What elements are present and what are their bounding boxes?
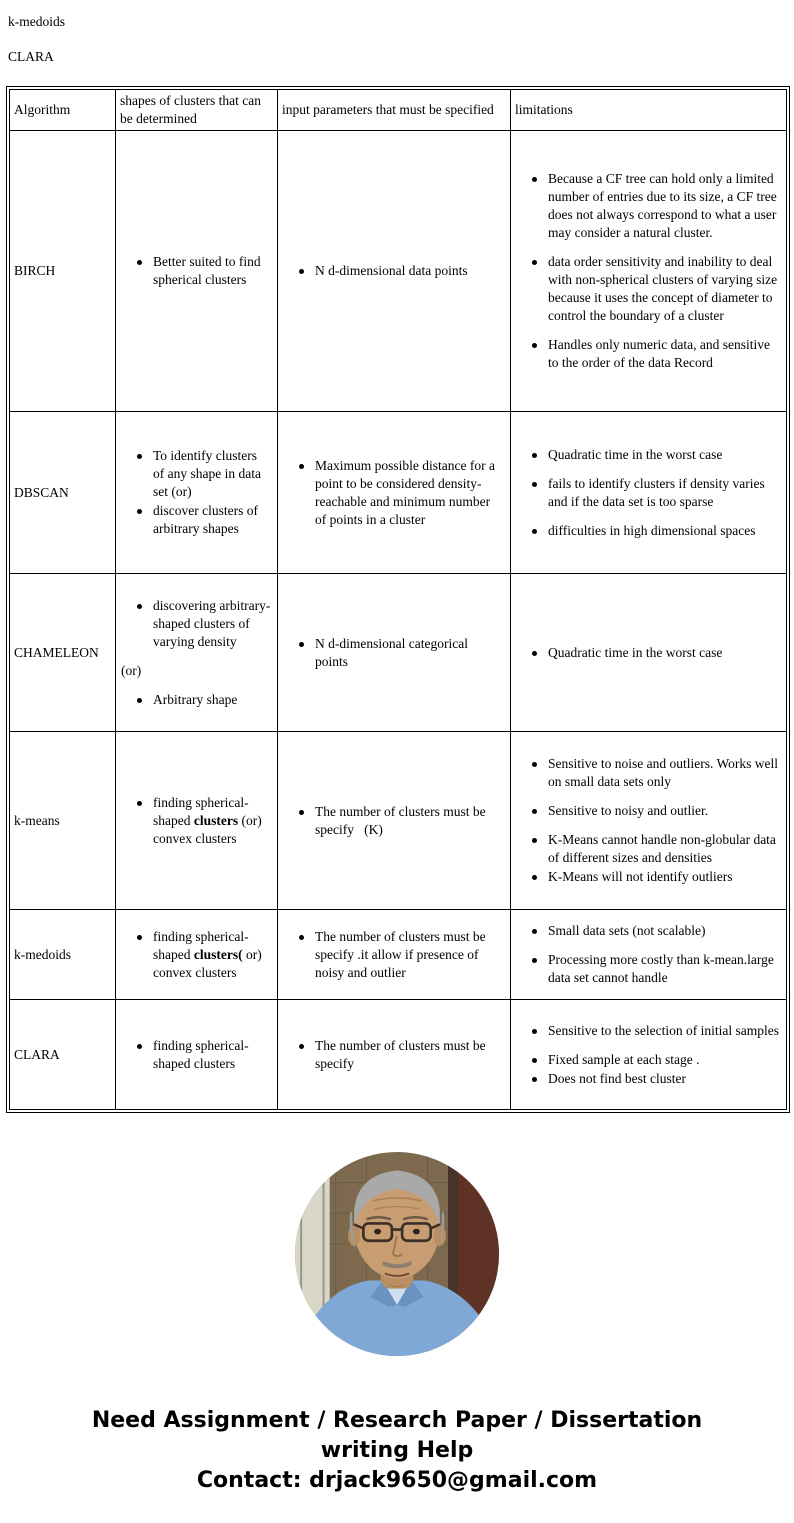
shapes-cell [116, 732, 278, 910]
intro-line-clara: CLARA [8, 49, 54, 64]
item-text: Quadratic time in the worst case [548, 446, 723, 462]
shapes-cell [116, 131, 278, 412]
bullet-icon [532, 922, 548, 940]
item-text: K-Means will not identify outliers [548, 869, 733, 884]
limitations-cell [511, 732, 787, 910]
algorithm-cell: CHAMELEON [10, 574, 116, 732]
item-text: Does not find best cluster [548, 1070, 686, 1086]
item-text: Sensitive to noisy and outlier. [548, 803, 709, 818]
item-text: discovering arbitrary-shaped clusters of varying density [153, 597, 271, 649]
portrait-photo [295, 1152, 499, 1356]
table-row [10, 574, 787, 732]
item-text: Small data sets (not scalable) [548, 923, 706, 938]
bullet-icon [532, 644, 548, 662]
bullet-item [515, 1070, 782, 1088]
item-text: The number of clusters must be specify .it allow if presence of noisy and outlier [315, 928, 486, 980]
bullet-icon [299, 457, 315, 529]
bullet-item [120, 253, 273, 289]
bullet-item [515, 336, 782, 372]
algorithm-cell: CLARA [10, 1000, 116, 1110]
item-text: finding spherical-shaped clusters( or) convex clusters [153, 928, 262, 980]
item-text: N d-dimensional data points [315, 263, 468, 278]
algorithm-cell: k-means [10, 732, 116, 910]
item-text: finding spherical-shaped clusters [153, 1037, 249, 1071]
table-row [10, 1000, 787, 1110]
shapes-cell [116, 1000, 278, 1110]
item-text: fails to identify clusters if density varies and if the data set is too sparse [548, 475, 765, 509]
bullet-icon [137, 597, 153, 651]
item-text: Processing more costly than k-mean.large data set cannot handle [548, 952, 774, 985]
limitations-cell [511, 910, 787, 1000]
algorithm-cell: DBSCAN [10, 412, 116, 574]
bullet-icon [532, 1070, 548, 1088]
limitations-cell [511, 412, 787, 574]
bullet-item [515, 831, 782, 867]
bullet-item [120, 1037, 273, 1073]
bullet-icon [137, 928, 153, 982]
item-text: Arbitrary shape [153, 691, 238, 707]
inputs-cell [278, 1000, 511, 1110]
footer-line-2: writing Help [320, 1438, 474, 1463]
bullet-item [282, 928, 506, 982]
item-text: Better suited to find spherical clusters [153, 254, 261, 287]
bullet-item [120, 597, 273, 651]
algorithm-cell: BIRCH [10, 131, 116, 412]
limitations-cell [511, 131, 787, 412]
table-body [10, 131, 787, 1110]
shapes-cell [116, 574, 278, 732]
inputs-cell [278, 732, 511, 910]
item-text: The number of clusters must be specify (K) [315, 803, 486, 837]
item-text: N d-dimensional categorical points [315, 635, 468, 669]
bullet-item [515, 951, 782, 987]
inputs-cell [278, 910, 511, 1000]
bullet-item [120, 928, 273, 982]
bullet-icon [299, 635, 315, 671]
bullet-icon [299, 803, 315, 839]
bullet-item [515, 1051, 782, 1069]
footer-help-text [8, 1406, 786, 1496]
clustering-algorithms-table [9, 89, 787, 1110]
bullet-icon [299, 1037, 315, 1073]
avatar-section [8, 1152, 786, 1356]
bullet-icon [532, 868, 548, 886]
bullet-item [282, 635, 506, 671]
bullet-item [282, 803, 506, 839]
table-row [10, 131, 787, 412]
bullet-icon [137, 794, 153, 848]
bullet-icon [532, 1051, 548, 1069]
bullet-icon [532, 802, 548, 820]
item-text: To identify clusters of any shape in data set (or) [153, 448, 261, 499]
bullet-item [515, 253, 782, 325]
limitations-cell [511, 574, 787, 732]
footer-line-1: Need Assignment / Research Paper / Dissertation [91, 1408, 703, 1433]
bullet-item [515, 868, 782, 886]
inputs-cell [278, 412, 511, 574]
bullet-icon [137, 253, 153, 289]
item-text: Fixed sample at each stage . [548, 1051, 700, 1067]
table-row [10, 732, 787, 910]
item-text: Maximum possible distance for a point to be considered density-reachable and minimum number of points in a cluster [315, 457, 495, 527]
header-shapes: shapes of clusters that can be determined [116, 90, 278, 131]
bullet-item [282, 262, 506, 280]
item-text: Because a CF tree can hold only a limited number of entries due to its size, a CF tree does not always correspond to what a user may consider a natural cluster. [548, 171, 777, 240]
item-text: The number of clusters must be specify [315, 1037, 486, 1071]
bullet-item [515, 755, 782, 791]
bullet-item [515, 1022, 782, 1040]
item-text: discover clusters of arbitrary shapes [153, 503, 258, 536]
inputs-cell [278, 574, 511, 732]
text-item [120, 662, 273, 680]
item-text: (or) [121, 662, 142, 678]
shapes-cell [116, 910, 278, 1000]
bullet-icon [137, 447, 153, 501]
bullet-item [120, 447, 273, 501]
bullet-item [515, 446, 782, 464]
bullet-item [515, 170, 782, 242]
bullet-icon [532, 522, 548, 540]
bullet-item [120, 794, 273, 848]
item-text: data order sensitivity and inability to deal with non-spherical clusters of varying size because it uses the concept of diameter to control the boundary of a cluster [548, 254, 778, 323]
bullet-icon [532, 336, 548, 372]
table-row [10, 910, 787, 1000]
limitations-cell [511, 1000, 787, 1110]
header-input-parameters: input parameters that must be specified [278, 90, 511, 131]
table-header-row [10, 90, 787, 131]
bullet-icon [532, 1022, 548, 1040]
bullet-item [515, 475, 782, 511]
bullet-icon [532, 755, 548, 791]
inputs-cell [278, 131, 511, 412]
item-text: Sensitive to noise and outliers. Works well on small data sets only [548, 756, 779, 789]
bullet-item [515, 922, 782, 940]
table-row [10, 412, 787, 574]
bullet-item [515, 644, 782, 662]
bullet-icon [137, 502, 153, 538]
bullet-item [120, 502, 273, 538]
bullet-icon [532, 253, 548, 325]
item-text: difficulties in high dimensional spaces [548, 522, 756, 538]
bullet-icon [532, 446, 548, 464]
bullet-icon [137, 1037, 153, 1073]
item-text: K-Means cannot handle non-globular data of different sizes and densities [548, 832, 776, 865]
header-algorithm: Algorithm [10, 90, 116, 131]
item-text: Handles only numeric data, and sensitive to the order of the data Record [548, 337, 770, 370]
intro-line-k-medoids: k-medoids [8, 14, 65, 29]
bullet-item [282, 457, 506, 529]
item-text: Quadratic time in the worst case [548, 644, 723, 660]
bullet-icon [532, 170, 548, 242]
shapes-cell [116, 412, 278, 574]
bullet-icon [299, 928, 315, 982]
item-text: Sensitive to the selection of initial samples [548, 1022, 779, 1038]
bullet-icon [532, 951, 548, 987]
bullet-item [120, 691, 273, 709]
item-text: finding spherical-shaped clusters (or) convex clusters [153, 794, 262, 846]
portrait-illustration [295, 1152, 499, 1356]
bullet-icon [532, 475, 548, 511]
bullet-item [515, 522, 782, 540]
bullet-item [282, 1037, 506, 1073]
algorithm-cell: k-medoids [10, 910, 116, 1000]
footer-contact-email: Contact: drjack9650@gmail.com [196, 1468, 598, 1493]
header-limitations: limitations [511, 90, 787, 131]
bullet-item [515, 802, 782, 820]
bullet-icon [299, 262, 315, 280]
bullet-icon [532, 831, 548, 867]
bullet-icon [137, 691, 153, 709]
